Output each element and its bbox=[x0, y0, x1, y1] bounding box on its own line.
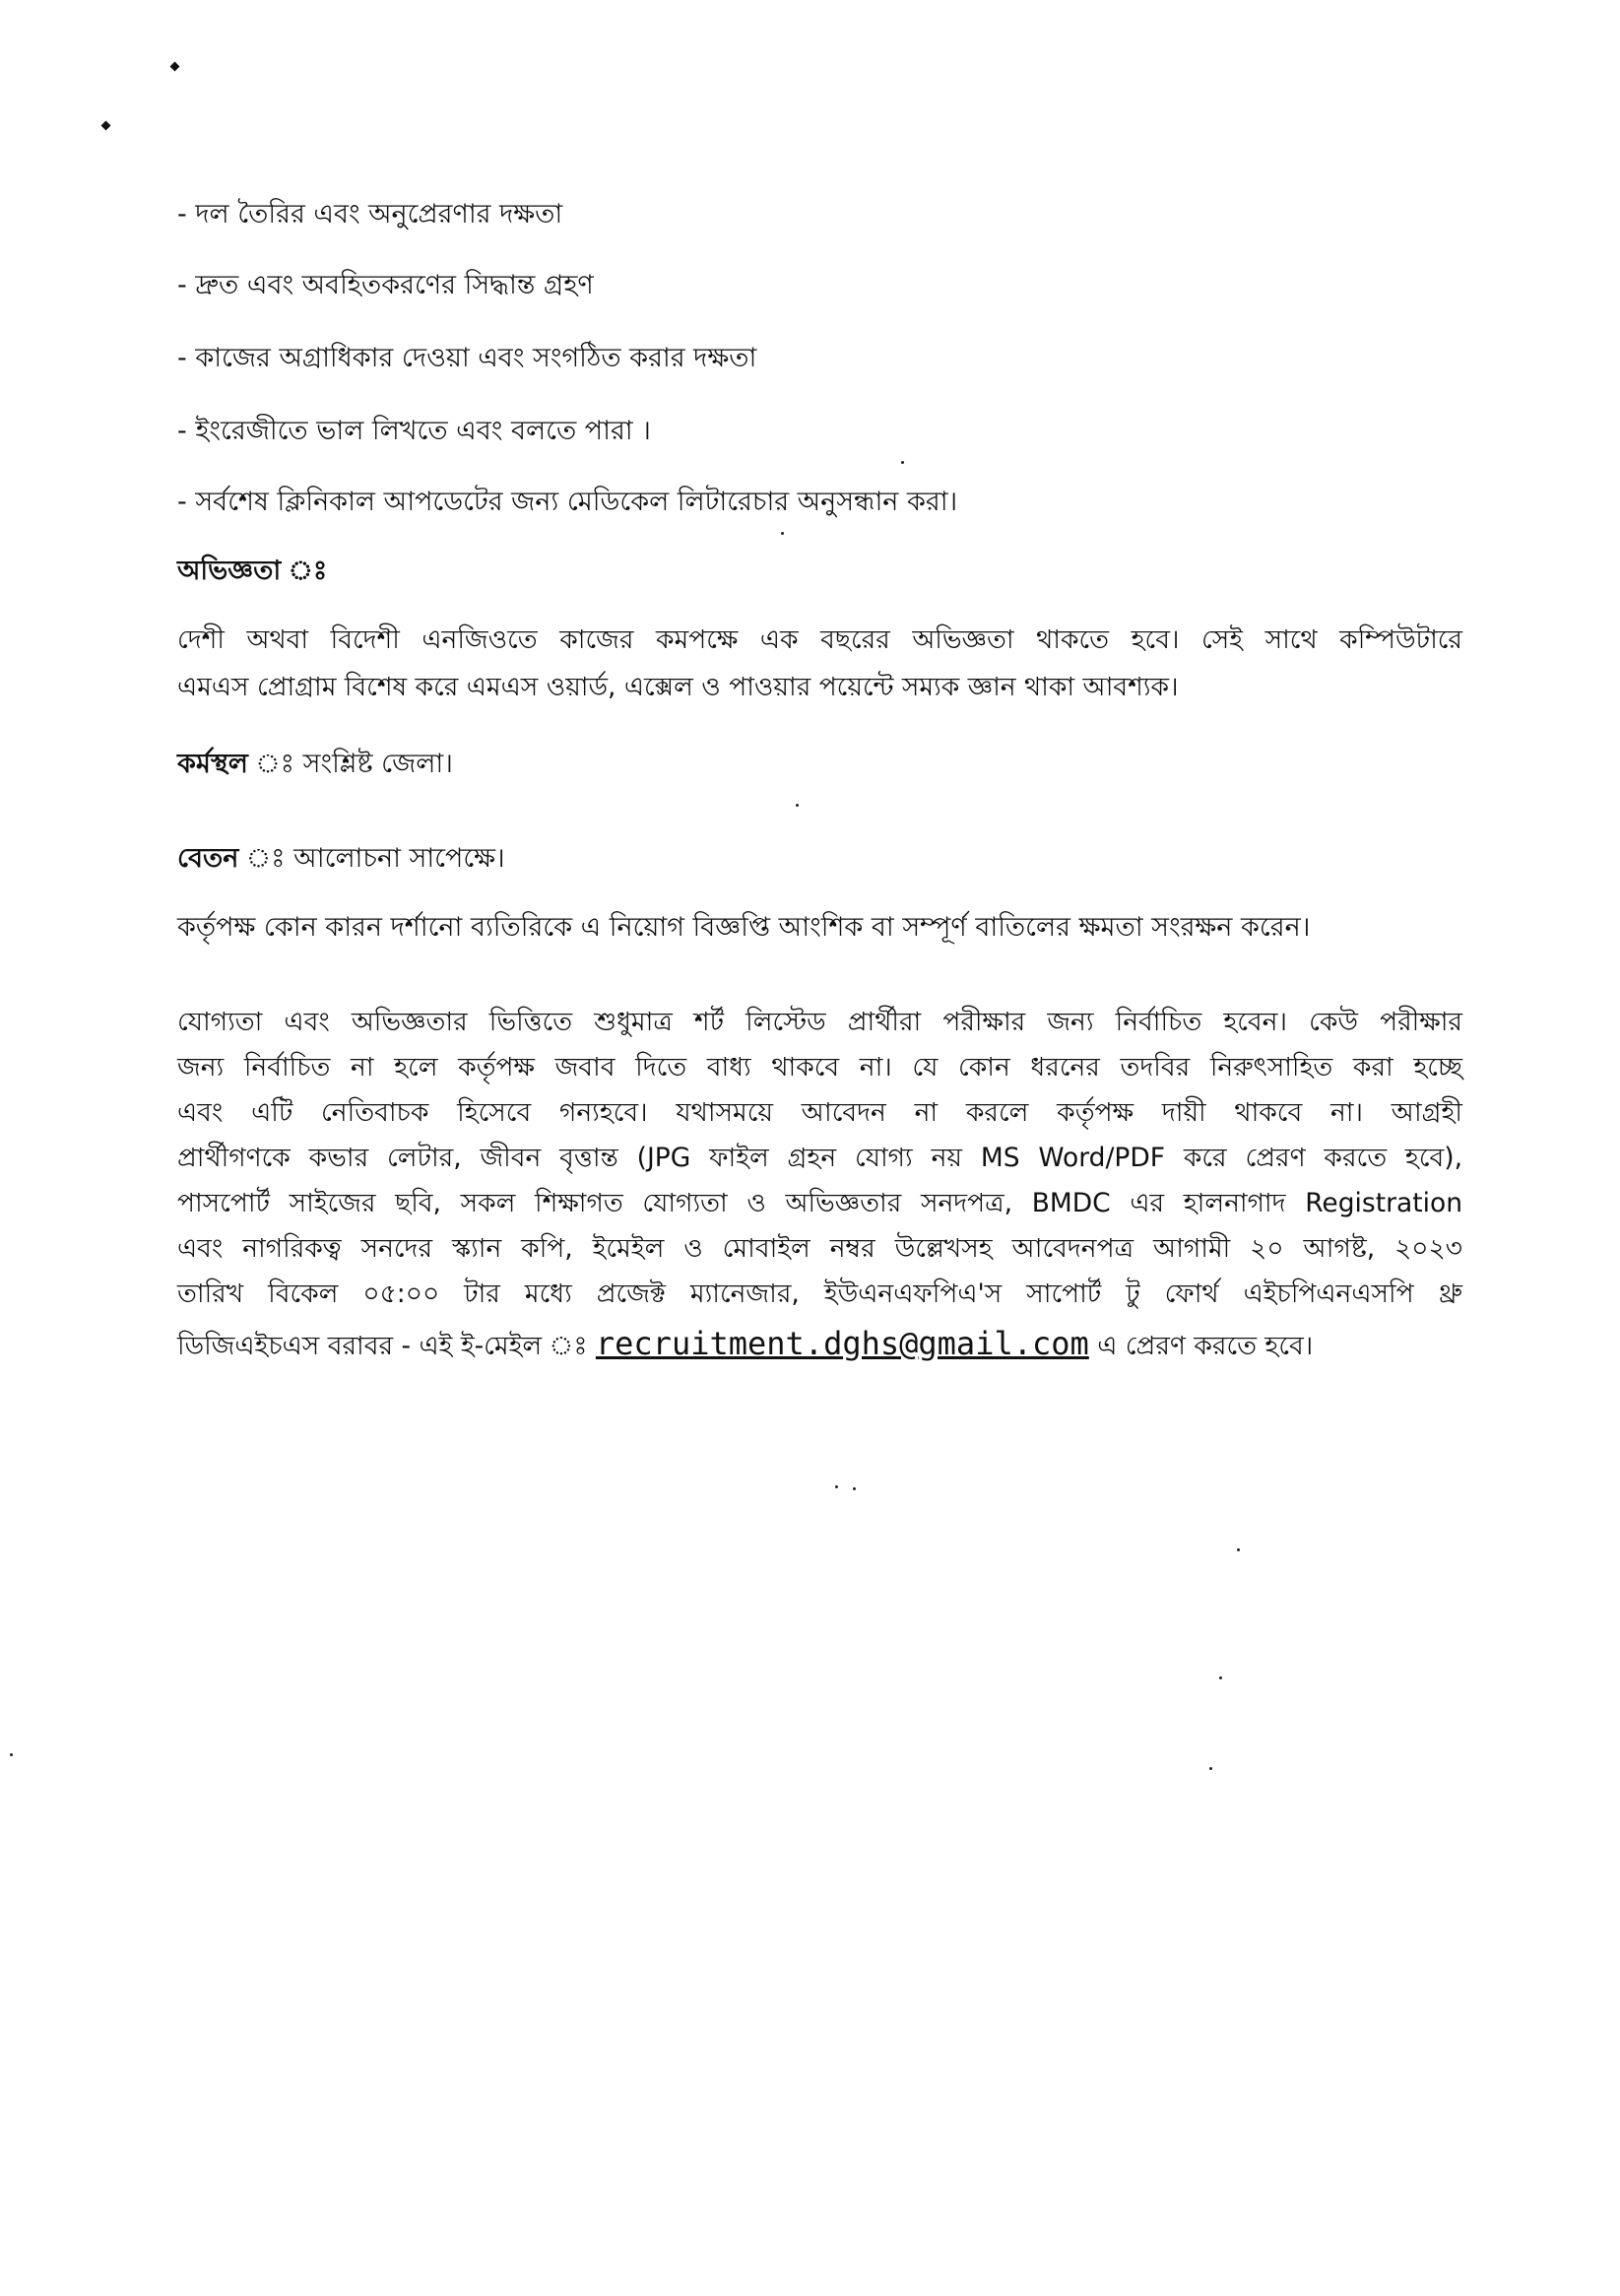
scan-speck bbox=[835, 1485, 838, 1488]
experience-heading bbox=[177, 554, 327, 589]
scan-speck bbox=[781, 532, 784, 535]
skill-item: - সর্বশেষ ক্লিনিকাল আপডেটের জন্য মেডিকেল লিটারেচার অনুসন্ধান করা। bbox=[177, 487, 958, 517]
instruction-last-line bbox=[177, 1326, 1462, 1364]
workplace-label: কর্মস্থল bbox=[177, 749, 248, 779]
salary-label: বেতন bbox=[177, 843, 239, 874]
email-link[interactable]: recruitment.dghs@gmail.com bbox=[595, 1325, 1089, 1362]
instruction-line: এবং নাগরিকত্ব সনদের স্ক্যান কপি, ইমেইল ও মোবাইল নম্বর উল্লেখসহ আবেদনপত্র আগামী ২০ আগষ্ট, ২০২৩ bbox=[177, 1233, 1462, 1264]
scan-mark bbox=[101, 121, 111, 131]
scan-speck bbox=[1237, 1548, 1240, 1551]
authority-note: কর্তৃপক্ষ কোন কারন দর্শানো ব্যতিরিকে এ নিয়োগ বিজ্ঞপ্তি আংশিক বা সম্পূর্ণ বাতিলের ক্ষমতা সংরক্ষন করেন। bbox=[177, 912, 1311, 943]
scan-speck bbox=[901, 461, 904, 464]
scan-speck bbox=[10, 1753, 13, 1756]
experience-heading-text: অভিজ্ঞতা ঃ bbox=[177, 556, 328, 586]
instruction-line: পাসপোর্ট সাইজের ছবি, সকল শিক্ষাগত যোগ্যতা ও অভিজ্ঞতার সনদপত্র, BMDC এর হালনাগাদ Registration bbox=[177, 1188, 1462, 1218]
scan-speck bbox=[853, 1487, 856, 1490]
salary-line bbox=[177, 841, 505, 877]
skill-item: - দল তৈরির এবং অনুপ্রেরণার দক্ষতা bbox=[177, 199, 563, 230]
skill-item: - কাজের অগ্রাধিকার দেওয়া এবং সংগঠিত করার দক্ষতা bbox=[177, 343, 757, 373]
instruction-line: জন্য নির্বাচিত না হলে কর্তৃপক্ষ জবাব দিতে বাধ্য থাকবে না। যে কোন ধরনের তদবির নিরুৎসাহিত করা হচ্ছে bbox=[177, 1052, 1462, 1082]
scan-speck bbox=[796, 804, 799, 807]
workplace-line bbox=[177, 747, 453, 782]
workplace-value: ঃ সংশ্লিষ্ট জেলা। bbox=[247, 749, 453, 779]
experience-line: এমএস প্রোগ্রাম বিশেষ করে এমএস ওয়ার্ড, এক্সেল ও পাওয়ার পয়েন্টে সম্যক জ্ঞান থাকা আবশ্যক। bbox=[177, 672, 1179, 702]
instruction-line: যোগ্যতা এবং অভিজ্ঞতার ভিত্তিতে শুধুমাত্র শর্ট লিস্টেড প্রার্থীরা পরীক্ষার জন্য নির্বাচিত হবেন। কেউ পরীক্ষার bbox=[177, 1007, 1462, 1037]
instruction-line: তারিখ বিকেল ০৫:০০ টার মধ্যে প্রজেক্ট ম্যানেজার, ইউএনএফপিএ'স সাপোর্ট টু ফোর্থ এইচপিএনএসপি থ্রু bbox=[177, 1279, 1462, 1309]
salary-value: ঃ আলোচনা সাপেক্ষে। bbox=[238, 843, 505, 874]
instruction-last-suffix: এ প্রেরণ করতে হবে। bbox=[1088, 1331, 1314, 1361]
instruction-line: এবং এটি নেতিবাচক হিসেবে গন্যহবে। যথাসময়ে আবেদন না করলে কর্তৃপক্ষ দায়ী থাকবে না। আগ্রহী bbox=[177, 1097, 1462, 1128]
scan-speck bbox=[1219, 1676, 1222, 1679]
instruction-last-prefix: ডিজিএইচএস বরাবর - এই ই-মেইল ঃ bbox=[177, 1331, 596, 1361]
scan-speck bbox=[1209, 1767, 1212, 1770]
scan-mark bbox=[170, 62, 180, 72]
experience-line: দেশী অথবা বিদেশী এনজিওতে কাজের কমপক্ষে এক বছরের অভিজ্ঞতা থাকতে হবে। সেই সাথে কম্পিউটারে bbox=[177, 624, 1462, 655]
instruction-line: প্রার্থীগণকে কভার লেটার, জীবন বৃত্তান্ত (JPG ফাইল গ্রহন যোগ্য নয় MS Word/PDF করে প্রেরণ করতে হবে), bbox=[177, 1143, 1462, 1173]
skill-item: - দ্রুত এবং অবহিতকরণের সিদ্ধান্ত গ্রহণ bbox=[177, 270, 594, 300]
skill-item: - ইংরেজীতে ভাল লিখতে এবং বলতে পারা । bbox=[177, 416, 651, 446]
